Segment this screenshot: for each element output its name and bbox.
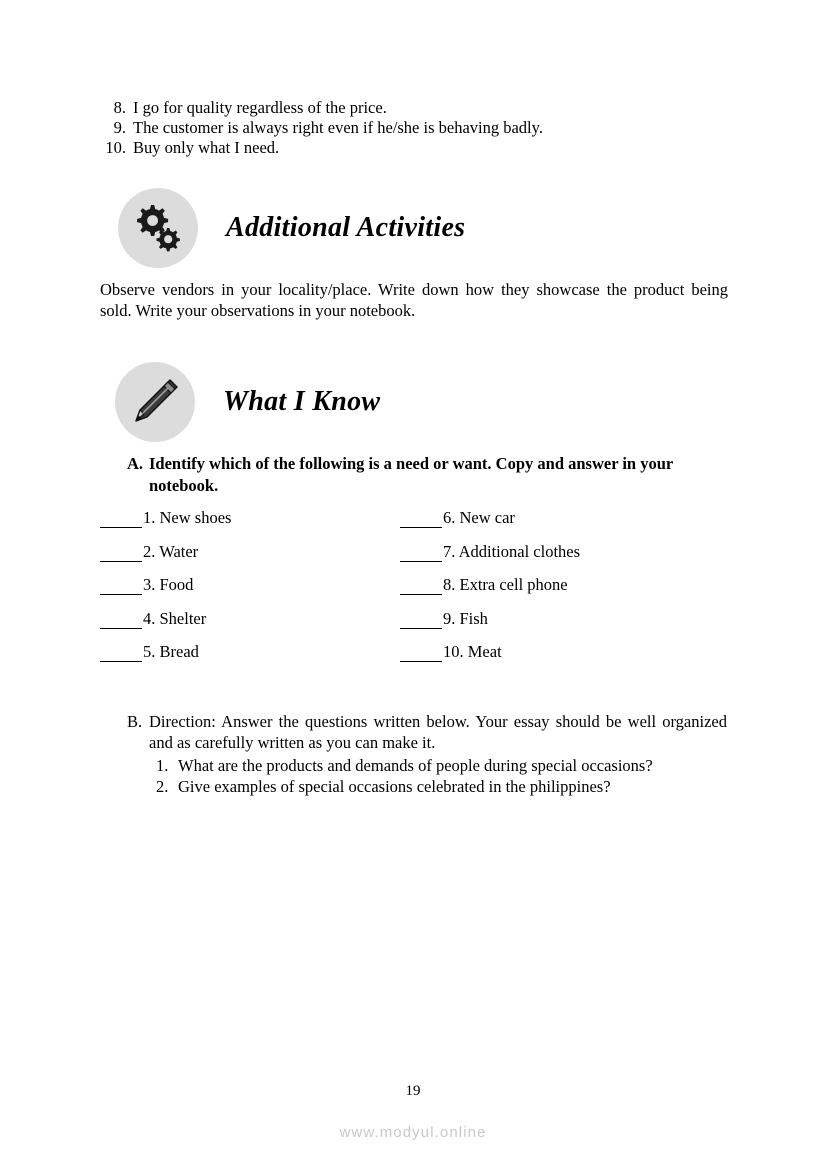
list-item-text: Shelter bbox=[159, 608, 207, 628]
list-item-text: The customer is always right even if he/she is behaving badly. bbox=[133, 118, 543, 137]
list-item-number: 10. bbox=[443, 642, 464, 661]
list-item-text: Meat bbox=[467, 642, 502, 661]
item-row bbox=[100, 609, 740, 629]
item-row bbox=[100, 508, 740, 528]
gears-icon bbox=[129, 201, 187, 255]
part-b-instruction-text: Direction: Answer the questions written below. Your essay should be well organized and as carefully written as you can make it. bbox=[149, 712, 727, 752]
list-item-text: I go for quality regardless of the price. bbox=[133, 98, 387, 117]
list-item-text: Bread bbox=[159, 642, 199, 661]
answer-blank[interactable] bbox=[100, 512, 142, 528]
list-item-number: 9. bbox=[113, 118, 126, 137]
pencil-icon bbox=[124, 371, 186, 433]
list-item-text: Buy only what I need. bbox=[133, 138, 280, 157]
question-item bbox=[156, 776, 727, 797]
section-heading-additional-activities bbox=[118, 188, 465, 268]
answer-blank[interactable] bbox=[100, 579, 142, 595]
page-number: 19 bbox=[405, 1083, 421, 1099]
list-item bbox=[100, 609, 400, 629]
list-item bbox=[400, 508, 720, 528]
list-item-number: 9. bbox=[443, 608, 456, 628]
list-item-number: 4. bbox=[143, 608, 156, 628]
list-item-text: Water bbox=[159, 541, 199, 561]
list-item-number: 8. bbox=[443, 575, 456, 594]
list-item bbox=[400, 575, 720, 595]
question-text: Give examples of special occasions celebrated in the philippines? bbox=[178, 777, 611, 796]
part-a-label: A. bbox=[127, 454, 144, 473]
pencil-icon-badge bbox=[115, 362, 195, 442]
list-item-number: 5. bbox=[143, 642, 156, 661]
answer-blank[interactable] bbox=[100, 646, 142, 662]
section-heading-what-i-know bbox=[115, 362, 380, 442]
answer-blank[interactable] bbox=[400, 579, 442, 595]
list-item-number: 1. bbox=[143, 508, 156, 527]
part-a-instruction bbox=[127, 453, 729, 497]
list-item-number: 2. bbox=[143, 541, 156, 561]
list-item bbox=[400, 642, 720, 662]
question-number: 1. bbox=[156, 756, 169, 775]
answer-blank[interactable] bbox=[400, 512, 442, 528]
item-row bbox=[100, 575, 740, 595]
question-number: 2. bbox=[156, 777, 169, 796]
gears-icon-badge bbox=[118, 188, 198, 268]
list-item-text: New shoes bbox=[159, 508, 232, 527]
list-item-text: Food bbox=[159, 575, 194, 594]
answer-blank[interactable] bbox=[100, 613, 142, 629]
list-item bbox=[100, 642, 400, 662]
part-a-items bbox=[100, 508, 740, 676]
part-a-instruction-text: Identify which of the following is a need or want. Copy and answer in your notebook. bbox=[149, 454, 673, 495]
list-item bbox=[100, 138, 760, 158]
item-row bbox=[100, 642, 740, 662]
list-item-number: 3. bbox=[143, 575, 156, 594]
section-title: What I Know bbox=[223, 386, 381, 417]
part-b-instruction bbox=[127, 711, 727, 753]
continued-list bbox=[100, 98, 760, 158]
list-item bbox=[100, 508, 400, 528]
part-b-label: B. bbox=[127, 712, 143, 731]
list-item-number: 10. bbox=[105, 138, 126, 157]
list-item-number: 8. bbox=[113, 98, 126, 117]
answer-blank[interactable] bbox=[400, 546, 442, 562]
section-title: Additional Activities bbox=[226, 212, 466, 243]
question-text: What are the products and demands of people during special occasions? bbox=[178, 756, 653, 775]
list-item bbox=[400, 609, 720, 629]
question-item bbox=[156, 755, 727, 776]
watermark: www.modyul.online bbox=[339, 1124, 487, 1141]
list-item bbox=[100, 542, 400, 562]
additional-activities-paragraph: Observe vendors in your locality/place. Write down how they showcase the product being sold. Write your observations in your notebook. bbox=[100, 280, 728, 320]
list-item-number: 6. bbox=[443, 508, 456, 527]
list-item bbox=[400, 542, 720, 562]
list-item bbox=[100, 575, 400, 595]
part-b-questions bbox=[127, 755, 727, 797]
list-item-text: Extra cell phone bbox=[459, 575, 568, 594]
answer-blank[interactable] bbox=[100, 546, 142, 562]
list-item bbox=[100, 98, 760, 118]
item-row bbox=[100, 542, 740, 562]
list-item bbox=[100, 118, 760, 138]
part-b bbox=[127, 711, 727, 797]
list-item-number: 7. bbox=[443, 541, 456, 561]
list-item-text: Fish bbox=[459, 608, 488, 628]
list-item-text: Additional clothes bbox=[458, 541, 581, 561]
answer-blank[interactable] bbox=[400, 613, 442, 629]
list-item-text: New car bbox=[459, 508, 515, 527]
answer-blank[interactable] bbox=[400, 646, 442, 662]
